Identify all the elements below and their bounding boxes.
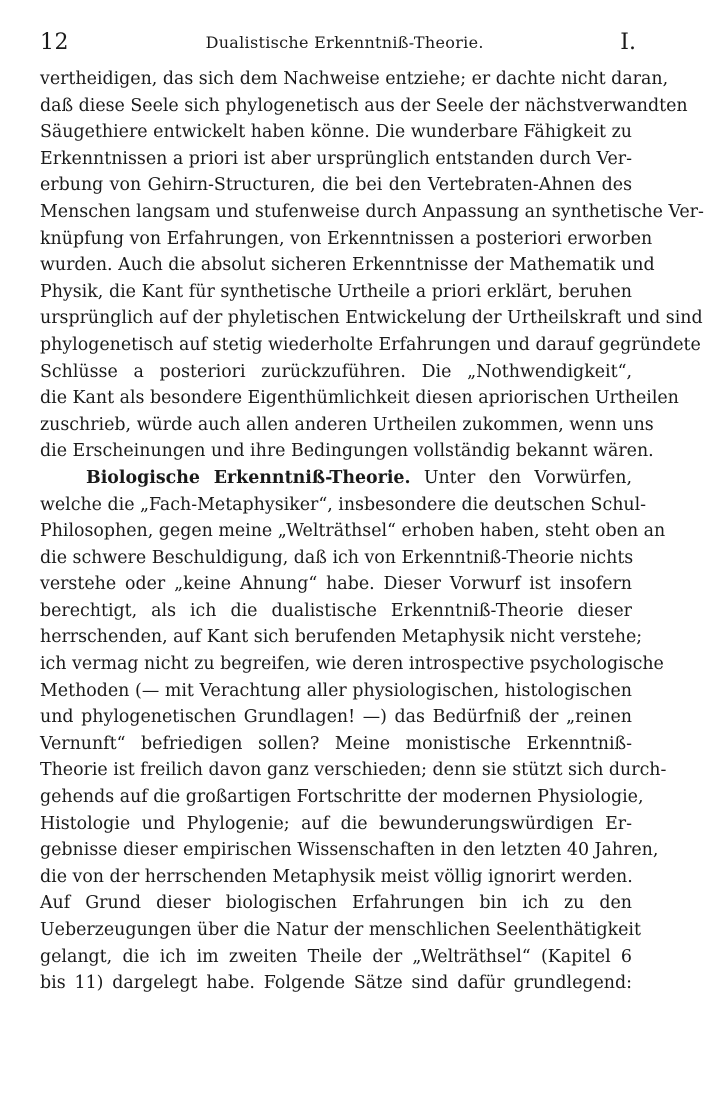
text-line: Säugethiere entwickelt haben könne. Die wunderbare Fähigkeit zu (40, 122, 632, 143)
text-line: Histologie und Phylogenie; auf die bewunderungswürdigen Er- (40, 813, 632, 834)
text-line: erbung von Gehirn-Structuren, die bei den Vertebraten-Ahnen des (40, 175, 632, 196)
text-line: wurden. Auch die absolut sicheren Erkenntnisse der Mathematik und (40, 255, 655, 276)
text-line: die von der herrschenden Metaphysik meist völlig ignorirt werden. (40, 866, 633, 887)
text-line: Philosophen, gegen meine „Welträthsel“ erhoben haben, steht oben an (40, 521, 666, 542)
chapter-number: I. (620, 29, 636, 55)
text-line: Theorie ist freilich davon ganz verschieden; denn sie stützt sich durch- (40, 760, 667, 781)
text-line: verstehe oder „keine Ahnung“ habe. Dieser Vorwurf ist insofern (40, 574, 632, 595)
text-line: zuschrieb, würde auch allen anderen Urtheilen zukommen, wenn uns (40, 414, 654, 435)
text-line: gebnisse dieser empirischen Wissenschaften in den letzten 40 Jahren, (40, 840, 659, 861)
text-line: ich vermag nicht zu begreifen, wie deren introspective psychologische (40, 654, 664, 675)
text-line: phylogenetisch auf stetig wiederholte Erfahrungen und darauf gegründete (40, 334, 701, 355)
text-line: bis 11) dargelegt habe. Folgende Sätze sind dafür grundlegend: (40, 973, 632, 994)
text-line: Vernunft“ befriedigen sollen? Meine monistische Erkenntniß- (40, 733, 632, 754)
text-line: ursprünglich auf der phyletischen Entwickelung der Urtheilskraft und sind (40, 308, 703, 329)
page-number: 12 (40, 29, 69, 55)
text-line: welche die „Fach-Metaphysiker“, insbesondere die deutschen Schul- (40, 494, 647, 515)
page-header (40, 22, 636, 62)
text-line: knüpfung von Erfahrungen, von Erkenntnissen a posteriori erworben (40, 228, 653, 249)
heading-line-text: Unter den Vorwürfen, (423, 467, 633, 488)
text-line: die Kant als besondere Eigenthümlichkeit diesen apriorischen Urtheilen (40, 388, 679, 409)
text-line: und phylogenetischen Grundlagen! —) das Bedürfniß der „reinen (40, 707, 632, 728)
text-line: vertheidigen, das sich dem Nachweise entziehe; er dachte nicht daran, (40, 69, 669, 89)
text-line: Physik, die Kant für synthetische Urtheile a priori erklärt, beruhen (40, 281, 632, 302)
text-line: gehends auf die großartigen Fortschritte der modernen Physiologie, (40, 787, 644, 808)
text-line: die schwere Beschuldigung, daß ich von Erkenntniß-Theorie nichts (40, 547, 634, 568)
section-heading-line (40, 465, 632, 492)
text-line: gelangt, die ich im zweiten Theile der „Welträthsel“ (Kapitel 6 (40, 946, 632, 967)
text-line: Erkenntnissen a priori ist aber ursprünglich entstanden durch Ver- (40, 148, 632, 169)
text-line: Methoden (— mit Verachtung aller physiologischen, histologischen (40, 680, 632, 701)
text-line: berechtigt, als ich die dualistische Erkenntniß-Theorie dieser (40, 600, 632, 621)
text-line: herrschenden, auf Kant sich berufenden Metaphysik nicht verstehe; (40, 627, 643, 648)
paragraph-biological-theory (40, 465, 667, 997)
text-line: die Erscheinungen und ihre Bedingungen vollständig bekannt wären. (40, 441, 654, 462)
section-heading: Biologische Erkenntniß-Theorie. (86, 467, 411, 488)
text-line: Ueberzeugungen über die Natur der menschlichen Seelenthätigkeit (40, 920, 641, 940)
running-title: Dualistische Erkenntniß-Theorie. (205, 32, 484, 52)
text-line: Auf Grund dieser biologischen Erfahrungen bin ich zu den (40, 893, 632, 914)
text-line: daß diese Seele sich phylogenetisch aus der Seele der nächstverwandten (40, 95, 688, 116)
paragraph-continuation (40, 66, 704, 465)
text-line: Menschen langsam und stufenweise durch Anpassung an synthetische Ver- (40, 201, 704, 222)
text-line: Schlüsse a posteriori zurückzuführen. Die „Nothwendigkeit“, (40, 361, 632, 382)
body-text (40, 66, 704, 997)
